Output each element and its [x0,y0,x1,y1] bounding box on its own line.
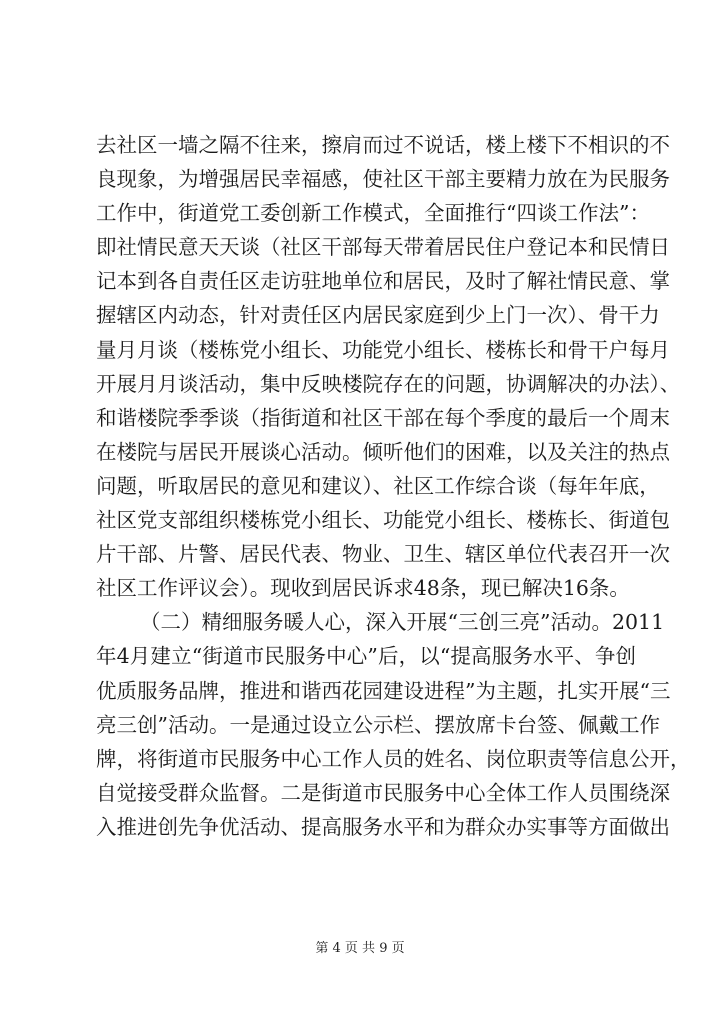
text-line: 入推进创先争优活动、提高服务水平和为群众办实事等方面做出 [96,814,670,839]
text-line: 良现象，为增强居民幸福感，使社区干部主要精力放在为民服务 [96,167,670,192]
text-line: 量月月谈（楼栋党小组长、功能党小组长、楼栋长和骨干户每月 [96,337,670,362]
text-line: 记本到各自责任区走访驻地单位和居民，及时了解社情民意、掌 [96,269,670,294]
text-line: 牌，将街道市民服务中心工作人员的姓名、岗位职责等信息公开， [96,746,691,771]
text-line: 和谐楼院季季谈（指街道和社区干部在每个季度的最后一个周末 [96,405,670,430]
text-line: 优质服务品牌，推进和谐西花园建设进程”为主题，扎实开展“三 [96,678,671,703]
text-line: 在楼院与居民开展谈心活动。倾听他们的困难，以及关注的热点 [96,439,670,464]
text-line: 握辖区内动态，针对责任区内居民家庭到少上门一次）、骨干力 [96,303,660,328]
text-line: 工作中，街道党工委创新工作模式，全面推行“四谈工作法”： [96,201,650,226]
text-line: 问题，听取居民的意见和建议）、社区工作综合谈（每年年底， [96,473,660,498]
text-line: 片干部、片警、居民代表、物业、卫生、辖区单位代表召开一次 [96,542,670,567]
page-number: 第 4 页 共 9 页 [315,941,405,956]
text-line: 去社区一墙之隔不往来，擦肩而过不说话，楼上楼下不相识的不 [96,133,670,157]
text-line: 亮三创”活动。一是通过设立公示栏、摆放席卡台签、佩戴工作 [96,712,660,737]
text-line: 即社情民意天天谈（社区干部每天带着居民住户登记本和民情日 [96,235,670,260]
text-line: 社区党支部组织楼栋党小组长、功能党小组长、楼栋长、街道包 [96,508,670,533]
body-text [96,128,691,844]
section-heading-line: （二）精细服务暖人心，深入开展“三创三亮”活动。2011 [140,610,665,635]
text-line: 开展月月谈活动，集中反映楼院存在的问题，协调解决的办法）、 [96,371,681,396]
text-line: 年4月建立“街道市民服务中心”后，以“提高服务水平、争创 [96,644,636,669]
text-line: 自觉接受群众监督。二是街道市民服务中心全体工作人员围绕深 [96,780,670,805]
text-line: 社区工作评议会）。现收到居民诉求48条，现已解决16条。 [96,576,630,601]
